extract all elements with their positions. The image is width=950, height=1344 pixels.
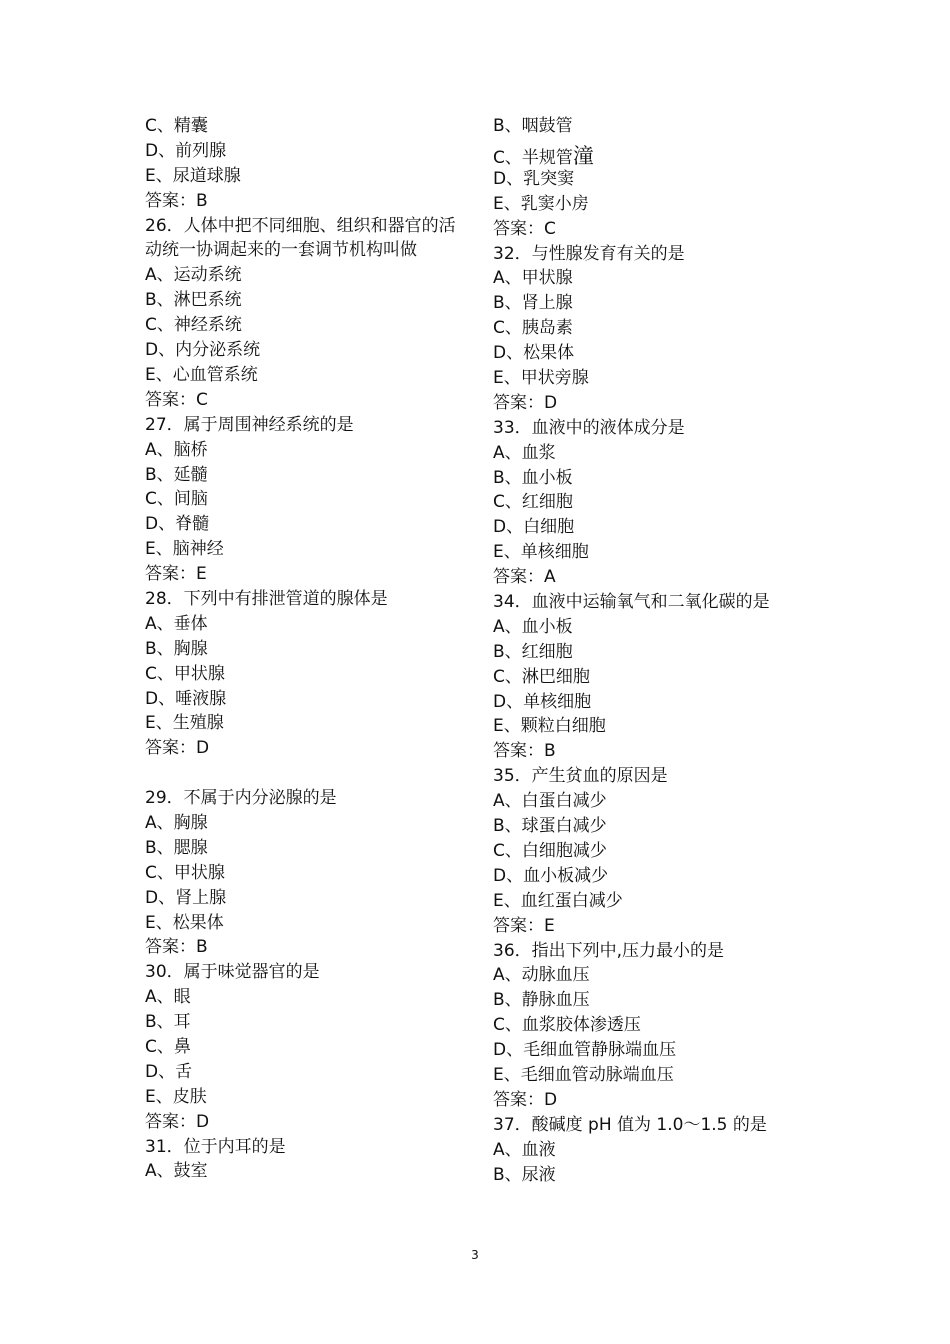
option-line: E、血红蛋白减少 <box>493 890 623 911</box>
option-line: C、胰岛素 <box>493 318 573 339</box>
option-line: E、心血管系统 <box>145 364 258 385</box>
option-line: E、乳窦小房 <box>493 193 589 214</box>
answer-line: 答案：C <box>493 218 556 239</box>
option-line: C、血浆胶体渗透压 <box>493 1015 641 1036</box>
option-line: D、唾液腺 <box>145 688 227 709</box>
option-line: E、甲状旁腺 <box>493 368 589 389</box>
option-line: B、延髓 <box>145 464 208 485</box>
option-line: D、松果体 <box>493 343 575 364</box>
option-line: E、毛细血管动脉端血压 <box>493 1064 674 1085</box>
option-line: D、前列腺 <box>145 140 227 161</box>
option-line: C、甲状腺 <box>145 663 225 684</box>
option-line: A、鼓室 <box>145 1161 208 1182</box>
option-line: E、单核细胞 <box>493 542 589 563</box>
question-29: 29．不属于内分泌腺的是 <box>145 788 337 809</box>
option-line: A、白蛋白减少 <box>493 791 607 812</box>
question-37: 37．酸碱度 pH 值为 1.0～1.5 的是 <box>493 1114 767 1135</box>
question-35: 35．产生贫血的原因是 <box>493 766 668 787</box>
option-line: A、甲状腺 <box>493 268 573 289</box>
question-31: 31．位于内耳的是 <box>145 1136 286 1157</box>
answer-line: 答案：A <box>493 567 556 588</box>
option-line: A、运动系统 <box>145 265 242 286</box>
option-line-with-glyph <box>493 139 823 167</box>
option-line: C、鼻 <box>145 1036 191 1057</box>
left-column <box>145 114 470 1184</box>
option-line: D、舌 <box>145 1061 193 1082</box>
option-line: D、乳突窦 <box>493 168 575 189</box>
answer-line: 答案：B <box>145 190 208 211</box>
option-line: A、脑桥 <box>145 439 208 460</box>
question-27: 27．属于周围神经系统的是 <box>145 414 354 435</box>
option-line: C、白细胞减少 <box>493 840 607 861</box>
blank-line <box>145 761 470 786</box>
option-line: B、静脉血压 <box>493 990 590 1011</box>
option-line: C、神经系统 <box>145 315 242 336</box>
option-line: B、淋巴系统 <box>145 290 242 311</box>
option-line: A、胸腺 <box>145 812 208 833</box>
option-line: A、血液 <box>493 1139 556 1160</box>
question-30: 30．属于味觉器官的是 <box>145 962 320 983</box>
option-line: E、尿道球腺 <box>145 165 241 186</box>
answer-line: 答案：E <box>145 564 207 585</box>
option-line: B、胸腺 <box>145 638 208 659</box>
option-line: D、白细胞 <box>493 517 575 538</box>
question-26: 26．人体中把不同细胞、组织和器官的活动统一协调起来的一套调节机构叫做 <box>145 215 456 261</box>
answer-line: 答案：C <box>145 389 208 410</box>
answer-line: 答案：D <box>493 1089 558 1110</box>
option-line: C、甲状腺 <box>145 862 225 883</box>
option-line: C、淋巴细胞 <box>493 666 590 687</box>
option-line: A、动脉血压 <box>493 965 590 986</box>
option-line: D、单核细胞 <box>493 691 592 712</box>
option-line: B、球蛋白减少 <box>493 816 607 837</box>
answer-line: 答案：D <box>145 738 210 759</box>
option-line: A、血浆 <box>493 442 556 463</box>
option-line: B、腮腺 <box>145 837 208 858</box>
option-line: D、肾上腺 <box>145 887 227 908</box>
question-36: 36．指出下列中,压力最小的是 <box>493 940 725 961</box>
option-line: E、皮肤 <box>145 1086 207 1107</box>
option-line: C、精囊 <box>145 116 208 136</box>
question-34: 34．血液中运输氧气和二氧化碳的是 <box>493 592 770 613</box>
question-33: 33．血液中的液体成分是 <box>493 417 685 438</box>
option-line: B、耳 <box>145 1012 191 1033</box>
option-line: C、间脑 <box>145 489 208 510</box>
option-line: B、咽鼓管 <box>493 116 573 136</box>
option-line: A、血小板 <box>493 616 573 637</box>
option-line: E、松果体 <box>145 912 224 933</box>
answer-line: 答案：D <box>493 392 558 413</box>
option-line: A、眼 <box>145 987 191 1008</box>
option-line: E、脑神经 <box>145 539 224 560</box>
option-line: C、红细胞 <box>493 492 573 513</box>
answer-line: 答案：E <box>493 915 555 936</box>
option-line: D、内分泌系统 <box>145 340 261 361</box>
page-number: 3 <box>471 1248 479 1262</box>
option-line: B、红细胞 <box>493 641 573 662</box>
option-line: D、脊髓 <box>145 514 210 535</box>
option-text: C、半规管 <box>493 147 573 168</box>
stray-glyph: 潼 <box>572 143 594 168</box>
right-column <box>493 114 823 1187</box>
option-line: E、颗粒白细胞 <box>493 716 606 737</box>
option-line: E、生殖腺 <box>145 713 224 734</box>
option-line: B、尿液 <box>493 1164 556 1185</box>
answer-line: 答案：D <box>145 1111 210 1132</box>
option-line: D、毛细血管静脉端血压 <box>493 1040 677 1061</box>
option-line: B、血小板 <box>493 467 573 488</box>
question-28: 28．下列中有排泄管道的腺体是 <box>145 588 388 609</box>
answer-line: 答案：B <box>493 741 556 762</box>
option-line: A、垂体 <box>145 613 208 634</box>
option-line: D、血小板减少 <box>493 865 609 886</box>
option-line: B、肾上腺 <box>493 293 573 314</box>
question-32: 32．与性腺发育有关的是 <box>493 243 685 264</box>
answer-line: 答案：B <box>145 937 208 958</box>
